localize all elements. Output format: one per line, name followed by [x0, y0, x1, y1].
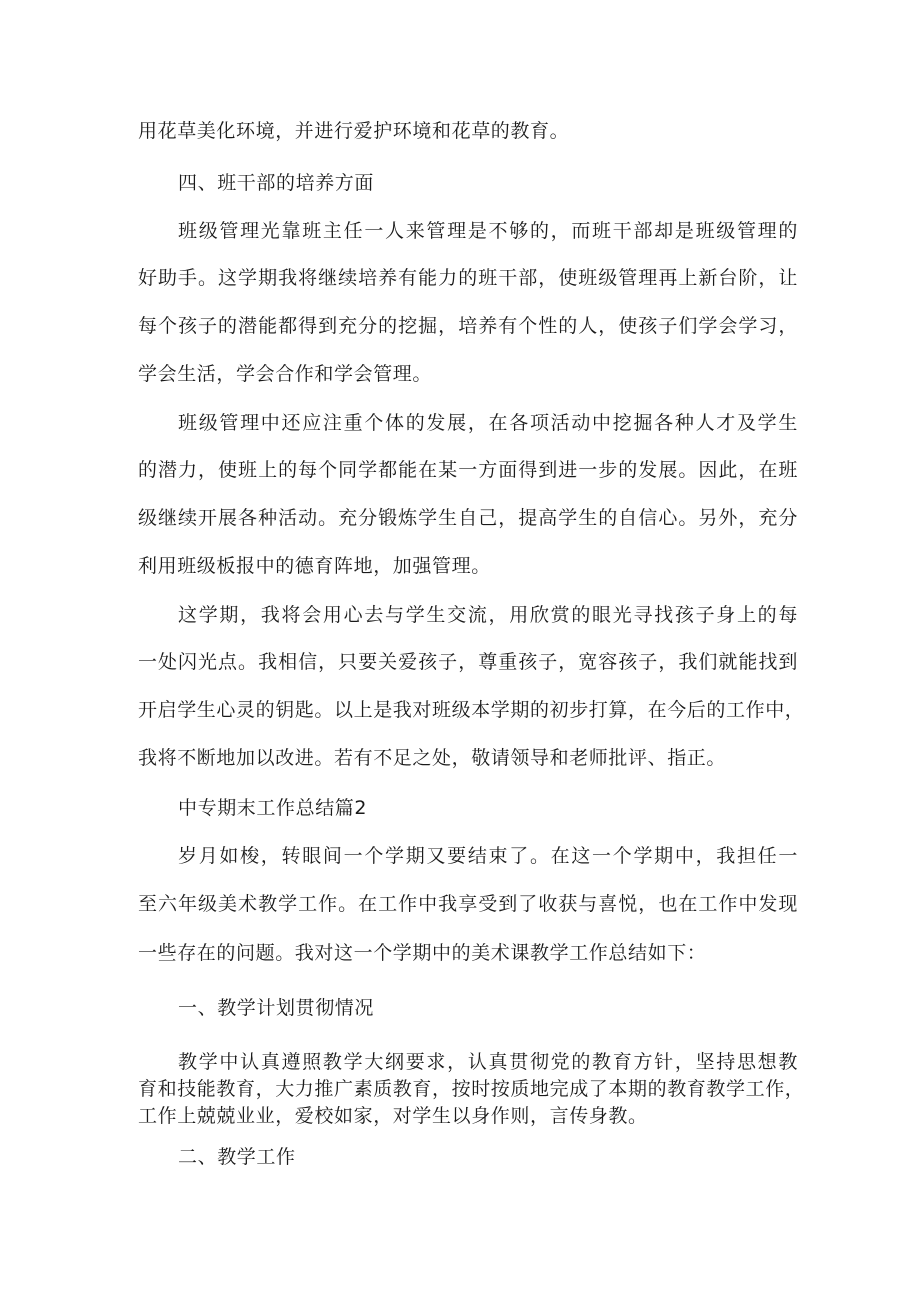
paragraph-line: 利用班级板报中的德育阵地，加强管理。: [138, 555, 491, 577]
paragraph-line: 的潜力，使班上的每个同学都能在某一方面得到进一步的发展。因此，在班: [138, 459, 798, 481]
paragraph-line: 学会生活，学会合作和学会管理。: [138, 363, 433, 385]
section-title: 中专期末工作总结篇2: [178, 797, 368, 819]
paragraph-line: 级继续开展各种活动。充分锻炼学生自己，提高学生的自信心。另外，充分: [138, 507, 798, 529]
section-heading: 一、教学计划贯彻情况: [178, 997, 375, 1019]
paragraph-line: 教学中认真遵照教学大纲要求，认真贯彻党的教育方针，坚持思想教: [178, 1051, 798, 1073]
paragraph-line: 班级管理中还应注重个体的发展，在各项活动中挖掘各种人才及学生: [178, 412, 798, 434]
paragraph-line: 至六年级美术教学工作。在工作中我享受到了收获与喜悦，也在工作中发现: [138, 893, 798, 915]
paragraph-line: 岁月如梭，转眼间一个学期又要结束了。在这一个学期中，我担任一: [178, 845, 798, 867]
paragraph-line: 用花草美化环境，并进行爱护环境和花草的教育。: [138, 120, 570, 142]
section-heading: 四、班干部的培养方面: [178, 172, 375, 194]
paragraph-line: 好助手。这学期我将继续培养有能力的班干部，使班级管理再上新台阶，让: [138, 267, 798, 289]
paragraph-line: 这学期，我将会用心去与学生交流，用欣赏的眼光寻找孩子身上的每: [178, 604, 798, 626]
section-heading: 二、教学工作: [178, 1146, 296, 1168]
paragraph-line: 班级管理光靠班主任一人来管理是不够的，而班干部却是班级管理的: [178, 220, 798, 242]
paragraph-line: 育和技能教育，大力推广素质教育，按时按质地完成了本期的教育教学工作，: [138, 1078, 805, 1100]
paragraph-line: 开启学生心灵的钥匙。以上是我对班级本学期的初步打算，在今后的工作中，: [138, 699, 805, 721]
paragraph-line: 工作上兢兢业业，爱校如家，对学生以身作则，言传身教。: [138, 1105, 648, 1127]
paragraph-line: 每个孩子的潜能都得到充分的挖掘，培养有个性的人，使孩子们学会学习，: [138, 315, 798, 337]
paragraph-line: 一些存在的问题。我对这一个学期中的美术课教学工作总结如下：: [138, 942, 707, 964]
paragraph-line: 一处闪光点。我相信，只要关爱孩子，尊重孩子，宽容孩子，我们就能找到: [138, 651, 798, 673]
paragraph-line: 我将不断地加以改进。若有不足之处，敬请领导和老师批评、指正。: [138, 747, 727, 769]
